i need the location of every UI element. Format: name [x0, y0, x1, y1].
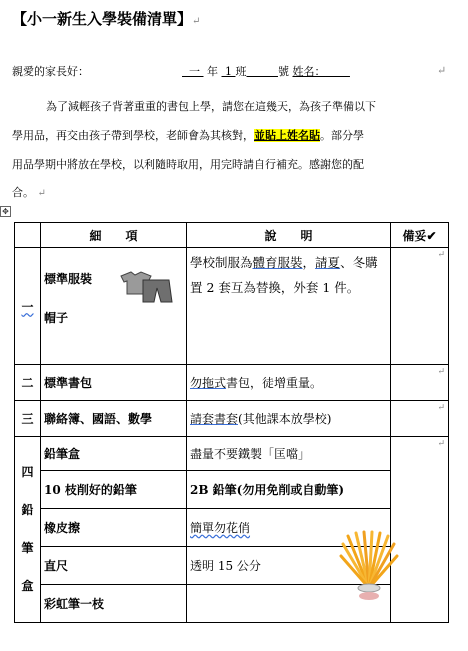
ready-cell[interactable]: ↵: [391, 401, 449, 437]
ready-cell[interactable]: ↵: [391, 365, 449, 401]
item-name: 10 枝削好的鉛筆: [41, 471, 187, 509]
item-name: 橡皮擦: [41, 509, 187, 547]
item-description: 透明 15 公分: [187, 547, 391, 585]
intro-line-4: 合。 ↵: [12, 186, 46, 199]
table-header-row: [15, 223, 449, 248]
clothing-icon: [117, 270, 175, 304]
header-ready: 備妥✔: [391, 223, 449, 248]
table-row: 三 聯絡簿、國語、數學 請套書套(其他課本放學校) ↵: [15, 401, 449, 437]
class-number: 1: [225, 65, 232, 78]
pencils-icon: [338, 530, 400, 604]
item-description: 盡量不要鐵製「匡噹」: [187, 437, 391, 471]
grade: 一: [189, 65, 200, 78]
paragraph-mark-icon: ↵: [437, 64, 447, 77]
intro-line-1: 為了減輕孩子背著重重的書包上學，請您在這幾天，為孩子準備以下: [46, 100, 376, 113]
table-row: 一 標準服裝 帽子 學校制服為體育服裝，請夏、冬購置 2 套互為替換，外套 1 件。 ↵: [15, 248, 449, 365]
table-row: [15, 471, 449, 509]
item-name: 聯絡簿、國語、數學: [41, 401, 187, 437]
item-name: 標準服裝: [44, 272, 93, 286]
table-row: 二 標準書包 勿拖式書包，徒增重量。 ↵: [15, 365, 449, 401]
table-move-handle-icon[interactable]: ✥: [0, 206, 11, 217]
item-description: 學校制服為體育服裝，請夏、冬購置 2 套互為替換，外套 1 件。: [187, 248, 391, 365]
item-description: 勿拖式書包，徒增重量。: [187, 365, 391, 401]
ready-cell[interactable]: ↵: [391, 437, 449, 623]
item-description: 簡單勿花俏: [187, 509, 391, 547]
item-name: 彩虹筆一枝: [41, 585, 187, 623]
ready-cell[interactable]: ↵: [391, 248, 449, 365]
item-name: 帽子: [44, 311, 69, 325]
greeting-line: [12, 63, 89, 79]
intro-line-2: 學用品，再交由孩子帶到學校，老師會為其核對，並貼上姓名貼。部分學: [12, 129, 364, 142]
header-description: 說 明: [187, 223, 391, 248]
item-description: 請套書套(其他課本放學校): [187, 401, 391, 437]
salutation: 親愛的家長好：: [12, 65, 89, 78]
page-title: 【小一新生入學裝備清單】↵: [12, 10, 201, 28]
paragraph-mark-icon: ↵: [192, 16, 201, 27]
intro-line-3: 用品學期中將放在學校，以利隨時取用，用完時請自行補充。感謝您的配: [12, 158, 364, 171]
item-name: 標準書包: [41, 365, 187, 401]
group-label-pencil-case: 四 鉛 筆 盒: [15, 437, 41, 623]
class-info: 一 年 1 班 號 姓名：: [189, 65, 326, 78]
item-name: 鉛筆盒: [41, 437, 187, 471]
item-description: 2B 鉛筆(勿用免削或自動筆): [187, 471, 391, 509]
header-item: 細 項: [41, 223, 187, 248]
item-name: 直尺: [41, 547, 187, 585]
name-label: 姓名：: [292, 65, 326, 78]
name-sticker-highlight: 並貼上姓名貼: [254, 129, 320, 142]
table-row: [15, 437, 449, 471]
